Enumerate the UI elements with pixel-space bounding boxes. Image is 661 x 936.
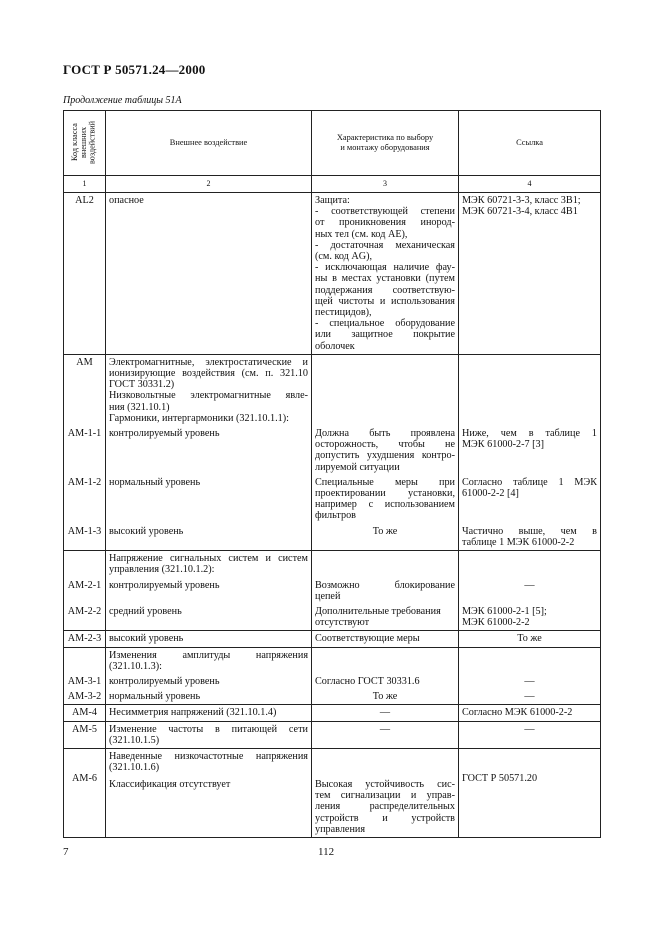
reference-cell: Согласно МЭК 61000-2-2 [459,705,601,721]
effect-cell: высокий уровень [106,631,312,647]
code-cell: AL2 [64,193,106,355]
col-num-2: 2 [106,176,312,193]
code-cell: AM-2-2 [64,604,106,631]
page-marker: 7 [63,846,69,858]
effect-cell: нормальный уровень [106,475,312,524]
col-num-1: 1 [64,176,106,193]
header-reference: Ссылка [459,111,601,176]
characteristic-cell: — [312,705,459,721]
characteristic-cell: Специальные меры при проектировании установки, например с использованием фильтров [312,475,459,524]
code-cell: AM-1-2 [64,475,106,524]
data-table [63,110,601,838]
table-row-al2 [64,193,601,355]
characteristic-cell: Согласно ГОСТ 30331.6 [312,674,459,689]
table-row-am-2-3 [64,631,601,647]
reference-cell: МЭК 60721-3-3, класс 3В1; МЭК 60721-3-4, класс 4В1 [459,193,601,355]
reference-cell: МЭК 61000-2-1 [5]; МЭК 61000-2-2 [459,604,601,631]
code-cell: AM-2-3 [64,631,106,647]
page-number: 112 [318,846,335,858]
effect-cell: Изменение частоты в питающей сети (321.10.1.5) [106,721,312,748]
reference-cell: Согласно таблице 1 МЭК 61000-2-2 [4] [459,475,601,524]
table-header-row [64,111,601,176]
code-cell: AM-1-3 [64,524,106,551]
table-row-am [64,354,601,426]
col-num-3: 3 [312,176,459,193]
table-row-am-1-2 [64,475,601,524]
effect-cell: Изменения амплитуды напряжения (321.10.1.3): [106,647,312,674]
effect-cell: Несимметрия напряжений (321.10.1.4) [106,705,312,721]
code-cell: AM-5 [64,721,106,748]
effect-cell: контролируемый уровень [106,426,312,475]
table-row-am-3-heading [64,647,601,674]
code-cell: AM-2-1 [64,578,106,604]
reference-cell: — [459,721,601,748]
characteristic-cell: Должна быть проявлена осторожность, чтобы не допустить ухудшения контро- лируемой ситуации [312,426,459,475]
reference-cell: То же [459,631,601,647]
code-cell: AM-3-1 [64,674,106,689]
characteristic-cell: Возможно блокирование цепей [312,578,459,604]
table-row-am-1-1 [64,426,601,475]
table-row-am-4 [64,705,601,721]
effect-cell: Напряжение сигнальных систем и систем управления (321.10.1.2): [106,551,312,578]
characteristic-cell: — [312,721,459,748]
code-cell: AM-6 [64,748,106,837]
table-row-am-3-2 [64,689,601,705]
effect-cell: опасное [106,193,312,355]
characteristic-cell: То же [312,689,459,705]
effect-cell: Электромагнитные, электростатические и ионизирующие воздействия (см. п. 321.10 ГОСТ 30331.2) Низковольтные электромагнитные явле- ния (321.10.1) Гармоники, интергармоники (321.10.1.1): [106,354,312,426]
reference-cell: Частично выше, чем в таблице 1 МЭК 61000-2-2 [459,524,601,551]
document-title: ГОСТ Р 50571.24—2000 [63,62,206,77]
header-code: Код класса внешних воздействий [64,111,106,176]
reference-cell: — [459,689,601,705]
code-cell: AM [64,354,106,426]
effect-cell: нормальный уровень [106,689,312,705]
header-characteristic: Характеристика по выбору и монтажу оборудования [312,111,459,176]
characteristic-cell: Соответствующие меры [312,631,459,647]
table-row-am-6 [64,748,601,837]
effect-cell: контролируемый уровень [106,674,312,689]
code-cell: AM-3-2 [64,689,106,705]
code-cell: AM-1-1 [64,426,106,475]
column-number-row [64,176,601,193]
table-row-am-2-2 [64,604,601,631]
table-row-am-2-1 [64,578,601,604]
characteristic-cell: Высокая устойчивость сис- тем сигнализации и управ- ления распределительных устройств и устройств управления [312,748,459,837]
effect-cell: Наведенные низкочастотные напряжения (321.10.1.6) Классификация отсутствует [106,748,312,837]
table-row-am-2-heading [64,551,601,578]
effect-cell: средний уровень [106,604,312,631]
table-row-am-3-1 [64,674,601,689]
header-effect: Внешнее воздействие [106,111,312,176]
reference-cell: — [459,578,601,604]
reference-cell: Ниже, чем в таблице 1 МЭК 61000-2-7 [3] [459,426,601,475]
col-num-4: 4 [459,176,601,193]
table-row-am-1-3 [64,524,601,551]
code-cell: AM-4 [64,705,106,721]
table-continuation-caption: Продолжение таблицы 51А [63,95,182,106]
effect-cell: контролируемый уровень [106,578,312,604]
effect-cell: высокий уровень [106,524,312,551]
reference-cell: — [459,674,601,689]
characteristic-cell: Дополнительные требования отсутствуют [312,604,459,631]
characteristic-cell: То же [312,524,459,551]
reference-cell: ГОСТ Р 50571.20 [459,748,601,837]
table-row-am-5 [64,721,601,748]
characteristic-cell: Защита: - соответствующей степени от проникновения инород- ных тел (см. код AE), - достаточная механическая (см. код AG), - исключающая наличие фау- ны в местах установки (путем поддержания соответствую- щей чистоты и использования пестицидов), - специальное оборудование или защитное покрытие оболочек [312,193,459,355]
